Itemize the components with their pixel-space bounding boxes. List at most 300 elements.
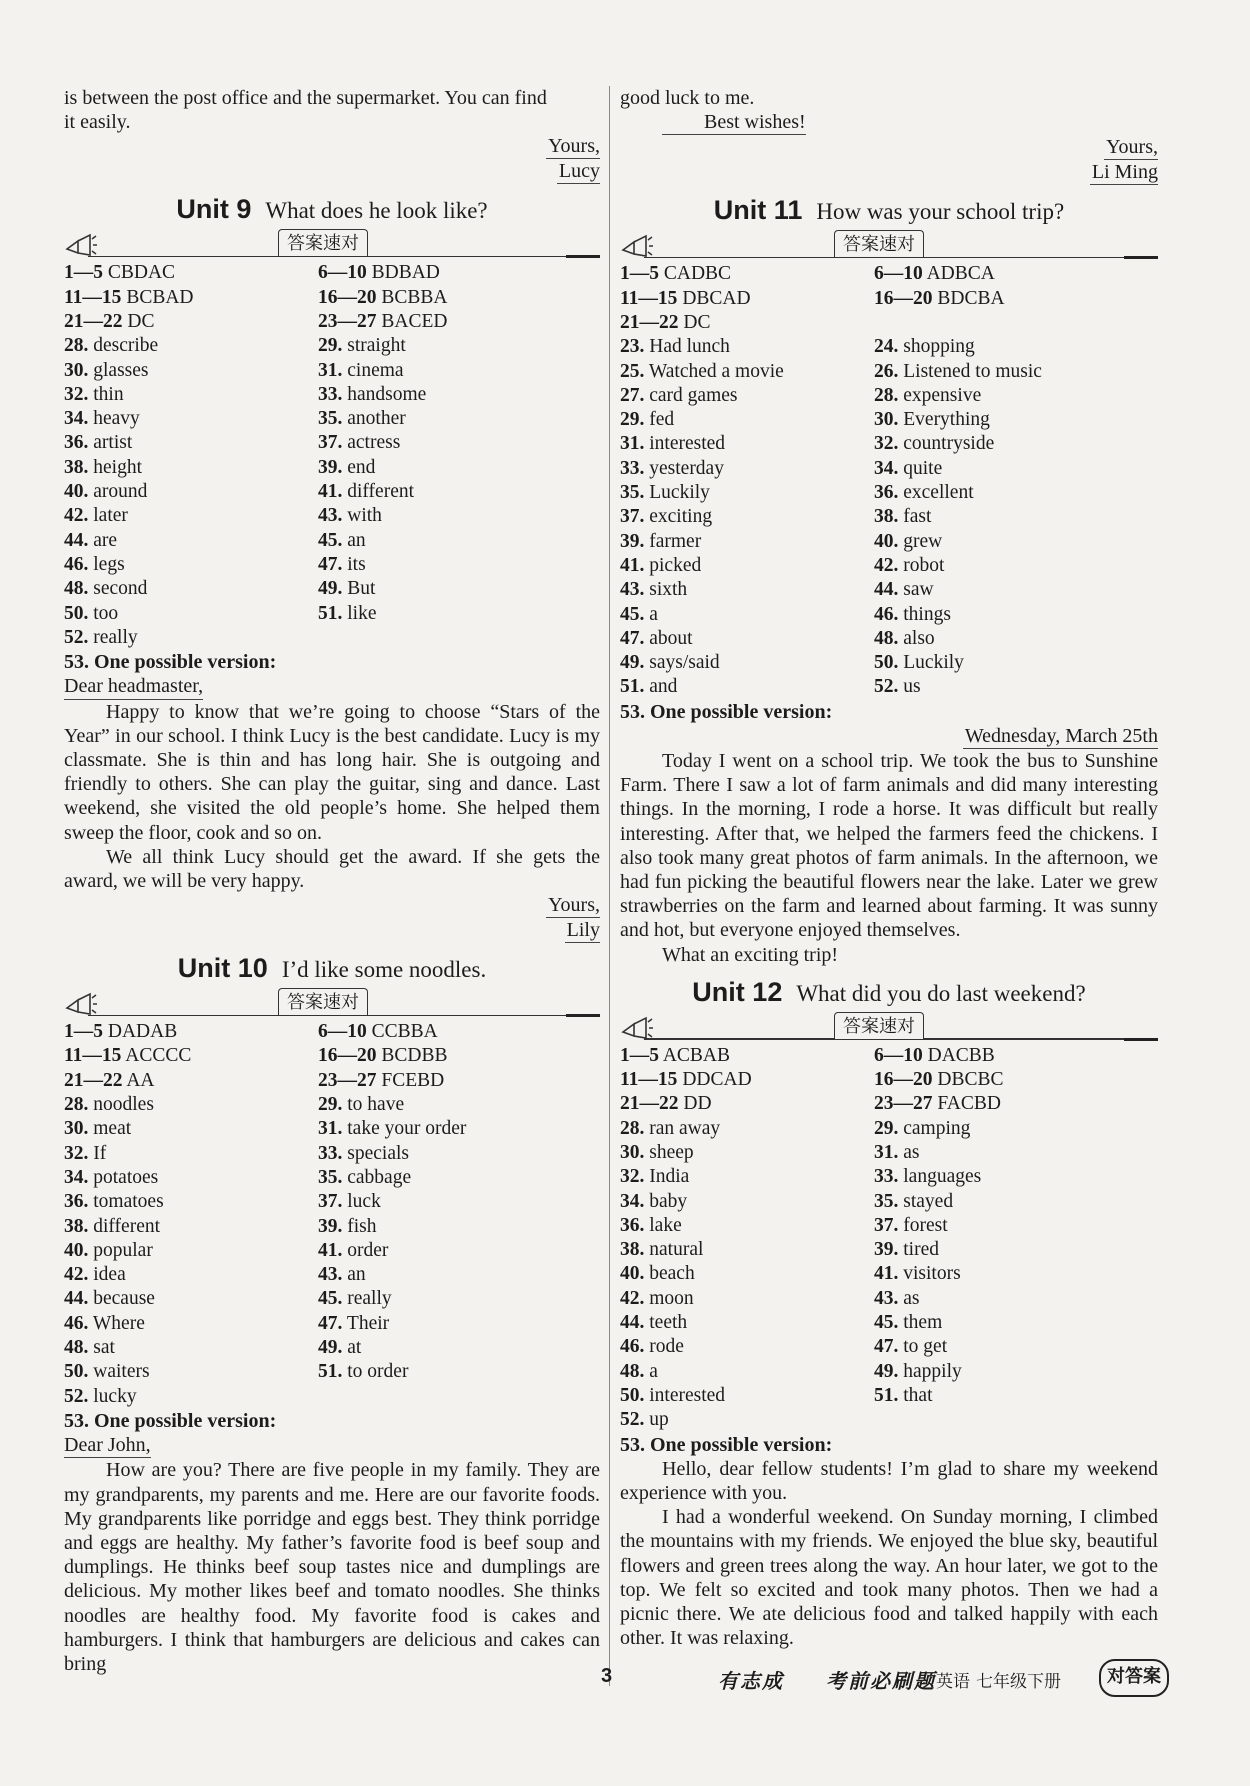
answer-value: camping bbox=[903, 1117, 971, 1139]
answer-logo: 对答案 bbox=[1099, 1659, 1169, 1697]
answer-item bbox=[64, 1215, 318, 1239]
essay-paragraph: I had a wonderful weekend. On Sunday morning, I climbed the mountains with my friends. We enjoyed the blue sky, beautiful flowers and green trees along the way. An hour later, we got to the top. We felt so excited and took many photos. Then we had a picnic there. We ate delicious food and talked happily with each other. It was relaxing. bbox=[620, 1506, 1158, 1650]
essay-paragraph: Happy to know that we’re going to choose “Stars of the Year” in our school. I think Lucy is the best candidate. Lucy is my classmate. She is thin and has long hair. She is outgoing and friendly to others. She can play the guitar, sing and dance. Last weekend, she visited the old people’s home. She helped them sweep the floor, cook and so on. bbox=[64, 700, 600, 844]
essay-paragraph: Hello, dear fellow students! I’m glad to share my weekend experience with you. bbox=[620, 1457, 1158, 1504]
answer-value: If bbox=[93, 1142, 107, 1164]
answer-number: 41. bbox=[318, 481, 343, 503]
answer-number: 50. bbox=[64, 602, 89, 624]
answer-value: quite bbox=[903, 457, 943, 479]
signature: Lucy bbox=[558, 160, 600, 183]
answer-value: them bbox=[903, 1312, 943, 1334]
essay-heading: 53. One possible version: bbox=[64, 1409, 277, 1432]
answer-value: Where bbox=[92, 1312, 145, 1334]
answer-item bbox=[874, 1311, 1158, 1335]
intro-line-2: it easily. bbox=[64, 111, 131, 134]
answer-item bbox=[874, 384, 1158, 408]
answer-item bbox=[64, 602, 318, 626]
answer-number: 40. bbox=[64, 1239, 89, 1261]
answer-item bbox=[620, 262, 874, 286]
answer-number: 1—5 bbox=[620, 263, 659, 285]
answer-number: 49. bbox=[620, 652, 645, 674]
answer-value: card games bbox=[649, 384, 738, 406]
answer-number: 30. bbox=[620, 1141, 645, 1163]
intro-line-1: is between the post office and the supermarket. You can find bbox=[64, 87, 547, 109]
answer-value: BDBAD bbox=[371, 262, 440, 284]
answer-item bbox=[318, 334, 600, 358]
answer-item bbox=[318, 1093, 600, 1117]
answer-item bbox=[318, 1166, 600, 1190]
answer-item bbox=[620, 1117, 874, 1141]
answer-number: 6—10 bbox=[874, 263, 923, 285]
answer-number: 33. bbox=[874, 1166, 899, 1188]
answer-item bbox=[64, 529, 318, 553]
answer-item bbox=[874, 408, 1158, 432]
answer-item bbox=[64, 1312, 318, 1336]
answer-item bbox=[64, 1287, 318, 1311]
answer-value: an bbox=[347, 1264, 366, 1286]
answer-item bbox=[874, 1092, 1158, 1116]
answer-number: 35. bbox=[318, 1166, 343, 1188]
answer-item bbox=[620, 1141, 874, 1165]
answer-value: artist bbox=[93, 432, 133, 454]
answer-value: tomatoes bbox=[93, 1191, 164, 1213]
answer-value: baby bbox=[649, 1190, 688, 1212]
answer-item bbox=[318, 480, 600, 504]
answer-item bbox=[64, 431, 318, 455]
answer-value: lucky bbox=[93, 1385, 137, 1407]
answer-value: us bbox=[903, 676, 921, 698]
answer-number: 38. bbox=[64, 456, 89, 478]
answer-item bbox=[64, 286, 318, 310]
answer-number: 43. bbox=[318, 505, 343, 527]
unit-9-heading bbox=[64, 194, 600, 225]
answer-number: 46. bbox=[64, 553, 89, 575]
answer-number: 35. bbox=[620, 482, 645, 504]
answer-value: ran away bbox=[649, 1117, 721, 1139]
answer-number: 30. bbox=[64, 1118, 89, 1140]
answer-number: 32. bbox=[620, 1166, 645, 1188]
answer-item bbox=[620, 1360, 874, 1384]
answer-value: also bbox=[903, 627, 935, 649]
answer-item bbox=[620, 530, 874, 554]
answer-number: 31. bbox=[874, 1141, 899, 1163]
answer-number: 38. bbox=[64, 1215, 89, 1237]
answer-value: farmer bbox=[649, 530, 702, 552]
answer-number: 21—22 bbox=[620, 1093, 679, 1115]
answer-item bbox=[874, 1360, 1158, 1384]
answer-item bbox=[620, 1408, 874, 1432]
answer-item bbox=[620, 651, 874, 675]
sign-off: Yours, bbox=[1106, 136, 1158, 159]
answer-item bbox=[64, 261, 318, 285]
answer-item bbox=[874, 578, 1158, 602]
answer-value: saw bbox=[903, 579, 934, 601]
answer-number: 46. bbox=[874, 603, 899, 625]
answer-value: sixth bbox=[649, 579, 688, 601]
answer-item bbox=[874, 287, 1158, 311]
answer-value: FACBD bbox=[937, 1093, 1001, 1115]
answer-number: 34. bbox=[64, 1166, 89, 1188]
answer-item bbox=[64, 1190, 318, 1214]
answer-number: 28. bbox=[64, 335, 89, 357]
intro-line-1: good luck to me. bbox=[620, 87, 755, 109]
answer-item bbox=[620, 603, 874, 627]
answer-item bbox=[874, 1117, 1158, 1141]
answer-item bbox=[64, 359, 318, 383]
answer-item bbox=[874, 1384, 1158, 1408]
answer-item bbox=[874, 1238, 1158, 1262]
right-column bbox=[620, 86, 1158, 1650]
answer-number: 29. bbox=[318, 335, 343, 357]
answer-number: 45. bbox=[620, 603, 645, 625]
answer-value: DACBB bbox=[927, 1044, 995, 1066]
answer-value: different bbox=[347, 481, 415, 503]
answer-value: fast bbox=[903, 506, 932, 528]
answer-value: grew bbox=[903, 530, 943, 552]
answer-number: 28. bbox=[874, 384, 899, 406]
sign-off: Yours, bbox=[548, 135, 600, 158]
answer-item bbox=[620, 1311, 874, 1335]
answer-item bbox=[874, 335, 1158, 359]
answer-number: 39. bbox=[318, 456, 343, 478]
answer-number: 47. bbox=[620, 627, 645, 649]
answer-value: Listened to music bbox=[903, 360, 1042, 382]
answer-value: like bbox=[347, 602, 377, 624]
answer-item bbox=[874, 651, 1158, 675]
essay-paragraph: We all think Lucy should get the award. If she gets the award, we will be very happy. bbox=[64, 845, 600, 892]
answer-item bbox=[874, 1068, 1158, 1092]
answer-value: really bbox=[347, 1288, 392, 1310]
answer-tag: 答案速对 bbox=[834, 1012, 924, 1039]
answer-value: too bbox=[93, 602, 119, 624]
answer-item bbox=[318, 1142, 600, 1166]
answer-value: another bbox=[347, 408, 406, 430]
answer-value: potatoes bbox=[93, 1166, 159, 1188]
answer-value: as bbox=[903, 1287, 920, 1309]
answer-item bbox=[318, 1020, 600, 1044]
answer-number: 35. bbox=[874, 1190, 899, 1212]
answer-item bbox=[620, 1238, 874, 1262]
answer-item bbox=[620, 1335, 874, 1359]
answer-value: picked bbox=[649, 554, 702, 576]
answer-number: 6—10 bbox=[318, 1021, 367, 1043]
answer-item bbox=[64, 1069, 318, 1093]
answer-number: 37. bbox=[620, 506, 645, 528]
answer-value: cabbage bbox=[347, 1166, 412, 1188]
answer-number: 43. bbox=[318, 1264, 343, 1286]
essay-date: Wednesday, March 25th bbox=[964, 724, 1158, 747]
answer-value: forest bbox=[903, 1214, 948, 1236]
answer-value: FCEBD bbox=[381, 1069, 445, 1091]
answer-item bbox=[620, 1044, 874, 1068]
answer-item bbox=[318, 1263, 600, 1287]
answer-value: its bbox=[347, 553, 366, 575]
essay-paragraph: What an exciting trip! bbox=[662, 943, 839, 966]
answer-number: 41. bbox=[620, 554, 645, 576]
answer-item bbox=[874, 1262, 1158, 1286]
answer-item bbox=[318, 1239, 600, 1263]
answer-tag: 答案速对 bbox=[834, 230, 924, 257]
answer-number: 6—10 bbox=[318, 262, 367, 284]
answer-number: 29. bbox=[874, 1117, 899, 1139]
answer-item bbox=[318, 456, 600, 480]
answer-value: really bbox=[93, 626, 138, 648]
answer-value: fish bbox=[347, 1215, 377, 1237]
megaphone-icon bbox=[620, 1014, 654, 1040]
answer-value: glasses bbox=[93, 359, 149, 381]
answer-value: yesterday bbox=[649, 457, 724, 479]
answer-item bbox=[64, 1360, 318, 1384]
essay-greeting: Dear John, bbox=[64, 1433, 600, 1458]
answer-number: 36. bbox=[874, 482, 899, 504]
answer-value: a bbox=[649, 1360, 658, 1382]
answer-number: 31. bbox=[318, 359, 343, 381]
answer-number: 52. bbox=[64, 1385, 89, 1407]
answer-value: because bbox=[93, 1288, 155, 1310]
answer-item bbox=[620, 432, 874, 456]
answer-number: 51. bbox=[318, 602, 343, 624]
answer-value: handsome bbox=[347, 383, 427, 405]
answer-number: 11—15 bbox=[620, 1069, 678, 1091]
answer-item bbox=[318, 1117, 600, 1141]
answer-value: happily bbox=[903, 1360, 962, 1382]
answer-value: shopping bbox=[903, 336, 975, 358]
answer-number: 37. bbox=[318, 432, 343, 454]
answer-value: lake bbox=[649, 1214, 682, 1236]
answer-number: 30. bbox=[64, 359, 89, 381]
answer-value: sheep bbox=[649, 1141, 694, 1163]
answer-value: BCDBB bbox=[381, 1045, 448, 1067]
answer-item bbox=[318, 529, 600, 553]
answer-item bbox=[64, 577, 318, 601]
answer-value: DADAB bbox=[107, 1021, 178, 1043]
answer-value: to get bbox=[903, 1336, 948, 1358]
answer-item bbox=[64, 334, 318, 358]
answer-value: thin bbox=[93, 383, 124, 405]
answer-number: 45. bbox=[318, 529, 343, 551]
answer-item bbox=[874, 1044, 1158, 1068]
answer-number: 42. bbox=[620, 1287, 645, 1309]
answer-item bbox=[620, 554, 874, 578]
answer-item bbox=[874, 1287, 1158, 1311]
answer-number: 44. bbox=[874, 579, 899, 601]
answer-number: 48. bbox=[64, 1337, 89, 1359]
answer-number: 21—22 bbox=[64, 1069, 123, 1091]
answer-item bbox=[620, 457, 874, 481]
signature: Li Ming bbox=[1091, 161, 1158, 184]
answer-item bbox=[318, 1312, 600, 1336]
answer-value: height bbox=[93, 456, 142, 478]
answer-number: 48. bbox=[874, 627, 899, 649]
answer-item bbox=[620, 1165, 874, 1189]
answer-number: 33. bbox=[318, 383, 343, 405]
answer-item bbox=[318, 286, 600, 310]
answer-bar bbox=[64, 229, 600, 259]
answer-number: 38. bbox=[620, 1239, 645, 1261]
answer-number: 29. bbox=[318, 1094, 343, 1116]
answer-number: 25. bbox=[620, 360, 645, 382]
unit-10-answers bbox=[64, 1020, 600, 1409]
answer-number: 24. bbox=[874, 336, 899, 358]
answer-value: DC bbox=[683, 312, 711, 333]
answer-number: 34. bbox=[64, 408, 89, 430]
answer-value: BCBAD bbox=[126, 286, 194, 308]
megaphone-icon bbox=[64, 990, 98, 1016]
megaphone-icon bbox=[64, 231, 98, 257]
answer-number: 11—15 bbox=[620, 287, 678, 309]
answer-value: and bbox=[649, 676, 678, 698]
answer-value: India bbox=[649, 1166, 690, 1188]
brand-name: 有志成 bbox=[718, 1669, 784, 1693]
answer-number: 23—27 bbox=[318, 1069, 377, 1091]
answer-bar bbox=[64, 988, 600, 1018]
answer-item bbox=[620, 335, 874, 359]
answer-number: 29. bbox=[620, 409, 645, 431]
answer-value: about bbox=[649, 627, 693, 649]
answer-number: 49. bbox=[318, 1337, 343, 1359]
answer-item bbox=[64, 1385, 318, 1409]
answer-number: 16—20 bbox=[874, 287, 933, 309]
answer-number: 51. bbox=[874, 1384, 899, 1406]
answer-number: 46. bbox=[64, 1312, 89, 1334]
unit-label: Unit 12 bbox=[692, 976, 783, 1007]
answer-item bbox=[620, 1068, 874, 1092]
answer-item bbox=[318, 577, 600, 601]
answer-item bbox=[874, 1214, 1158, 1238]
answer-number: 52. bbox=[64, 626, 89, 648]
answer-number: 11—15 bbox=[64, 1045, 122, 1067]
answer-number: 42. bbox=[64, 1264, 89, 1286]
answer-value: Had lunch bbox=[649, 336, 730, 358]
answer-item bbox=[318, 1360, 600, 1384]
answer-value: that bbox=[903, 1384, 933, 1406]
answer-number: 45. bbox=[874, 1312, 899, 1334]
answer-tag: 答案速对 bbox=[278, 988, 368, 1015]
sign-off: Yours, bbox=[548, 894, 600, 917]
answer-item bbox=[318, 1215, 600, 1239]
answer-value: at bbox=[347, 1337, 362, 1359]
answer-value: around bbox=[93, 481, 148, 503]
answer-item bbox=[64, 1117, 318, 1141]
answer-value: order bbox=[347, 1239, 389, 1261]
answer-value: AA bbox=[126, 1069, 155, 1091]
answer-value: says/said bbox=[649, 652, 720, 674]
answer-value: Luckily bbox=[649, 482, 710, 504]
answer-item bbox=[318, 504, 600, 528]
unit-12-answers bbox=[620, 1044, 1158, 1433]
answer-value: popular bbox=[93, 1239, 153, 1261]
answer-item bbox=[64, 456, 318, 480]
answer-item bbox=[64, 1093, 318, 1117]
essay-paragraph: Today I went on a school trip. We took the bus to Sunshine Farm. There I saw a lot of farm animals and did many interesting things. In the morning, I rode a horse. It was difficult but really interesting. After that, we helped the farmers feed the chickens. I also took many great photos of farm animals. In the afternoon, we had fun picking the beautiful flowers near the lake. Later we grew strawberries on the farm and learned about farming. It was sunny and hot, but everyone enjoyed themselves. bbox=[620, 749, 1158, 942]
answer-number: 26. bbox=[874, 360, 899, 382]
answer-number: 49. bbox=[874, 1360, 899, 1382]
answer-number: 39. bbox=[318, 1215, 343, 1237]
answer-number: 39. bbox=[874, 1239, 899, 1261]
answer-number: 16—20 bbox=[874, 1069, 933, 1091]
answer-number: 31. bbox=[318, 1118, 343, 1140]
answer-value: are bbox=[93, 529, 118, 551]
answer-number: 46. bbox=[620, 1336, 645, 1358]
answer-number: 27. bbox=[620, 384, 645, 406]
answer-value: Luckily bbox=[903, 652, 964, 674]
closing: Best wishes! bbox=[620, 110, 1158, 135]
answer-value: up bbox=[649, 1409, 669, 1431]
answer-number: 16—20 bbox=[318, 286, 377, 308]
answer-value: Their bbox=[346, 1312, 390, 1334]
answer-item bbox=[620, 287, 874, 311]
answer-item bbox=[874, 603, 1158, 627]
answer-value: beach bbox=[649, 1263, 695, 1285]
answer-item bbox=[318, 431, 600, 455]
answer-value: actress bbox=[347, 432, 401, 454]
answer-value: expensive bbox=[903, 384, 982, 406]
answer-number: 36. bbox=[64, 432, 89, 454]
answer-value: idea bbox=[93, 1264, 126, 1286]
answer-value: fed bbox=[649, 409, 675, 431]
essay-heading: 53. One possible version: bbox=[620, 700, 833, 723]
answer-item bbox=[620, 1287, 874, 1311]
signature: Lily bbox=[566, 919, 600, 942]
answer-item bbox=[64, 1336, 318, 1360]
unit-9-answers bbox=[64, 261, 600, 650]
answer-value: ACBAB bbox=[662, 1044, 730, 1066]
answer-number: 16—20 bbox=[318, 1045, 377, 1067]
answer-item bbox=[64, 480, 318, 504]
answer-item bbox=[874, 262, 1158, 286]
answer-item bbox=[64, 310, 318, 334]
answer-bar bbox=[620, 230, 1158, 260]
page-number: 3 bbox=[601, 1665, 613, 1687]
grade-label: 七年级下册 bbox=[976, 1672, 1061, 1692]
answer-value: rode bbox=[649, 1336, 684, 1358]
answer-item bbox=[620, 481, 874, 505]
answer-number: 1—5 bbox=[64, 1021, 103, 1043]
answer-item bbox=[620, 1384, 874, 1408]
answer-value: with bbox=[347, 505, 382, 527]
answer-number: 50. bbox=[620, 1384, 645, 1406]
answer-value: take your order bbox=[347, 1118, 467, 1140]
answer-value: ADBCA bbox=[926, 263, 995, 285]
answer-item bbox=[318, 1190, 600, 1214]
answer-number: 28. bbox=[620, 1117, 645, 1139]
answer-value: things bbox=[903, 603, 951, 625]
unit-label: Unit 11 bbox=[713, 195, 803, 226]
answer-number: 34. bbox=[620, 1190, 645, 1212]
answer-item bbox=[874, 311, 1158, 335]
answer-value: luck bbox=[347, 1191, 381, 1213]
answer-item bbox=[874, 1165, 1158, 1189]
answer-item bbox=[874, 1141, 1158, 1165]
answer-number: 47. bbox=[318, 553, 343, 575]
answer-item bbox=[318, 310, 600, 334]
answer-number: 33. bbox=[318, 1142, 343, 1164]
answer-item bbox=[874, 627, 1158, 651]
answer-value: visitors bbox=[903, 1263, 961, 1285]
answer-number: 6—10 bbox=[874, 1044, 923, 1066]
answer-item bbox=[318, 1287, 600, 1311]
essay-heading: 53. One possible version: bbox=[64, 651, 277, 674]
answer-number: 52. bbox=[874, 676, 899, 698]
answer-value: CADBC bbox=[663, 263, 732, 285]
answer-number: 47. bbox=[874, 1336, 899, 1358]
answer-number: 32. bbox=[64, 383, 89, 405]
answer-item bbox=[874, 530, 1158, 554]
answer-value: excellent bbox=[903, 482, 974, 504]
answer-value: to have bbox=[347, 1094, 405, 1116]
unit-12-heading bbox=[620, 977, 1158, 1008]
page-footer bbox=[0, 1665, 1250, 1705]
